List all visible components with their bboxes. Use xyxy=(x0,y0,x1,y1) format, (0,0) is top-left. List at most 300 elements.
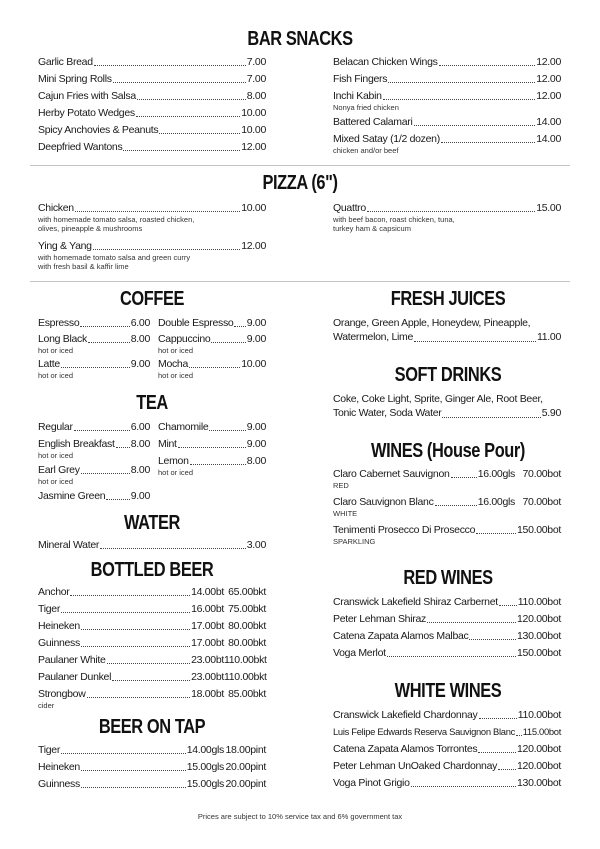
leader-dots xyxy=(427,622,516,623)
item-name: Belacan Chicken Wings xyxy=(333,56,438,68)
menu-item-row xyxy=(38,240,266,253)
menu-item-row xyxy=(38,56,266,69)
item-price-2: 20.00pint xyxy=(225,778,266,790)
menu-item xyxy=(38,73,266,90)
item-price: 8.00 xyxy=(130,464,150,476)
menu-item xyxy=(333,777,561,794)
menu-item-row xyxy=(333,524,561,537)
leader-dots xyxy=(441,142,535,143)
leader-dots xyxy=(411,786,516,787)
menu-item xyxy=(38,637,266,654)
item-price-2: 110.00bkt xyxy=(224,671,267,683)
item-price: 7.00 xyxy=(246,73,266,85)
item-name: Voga Pinot Grigio xyxy=(333,777,410,789)
item-name: Tiger xyxy=(38,603,61,615)
item-name: Jasmine Green xyxy=(38,490,106,502)
item-name: Chamomile xyxy=(158,421,209,433)
leader-dots xyxy=(87,697,191,698)
item-name: Claro Cabernet Sauvignon xyxy=(333,468,450,480)
item-price: 10.00 xyxy=(241,202,266,214)
leader-dots xyxy=(211,342,245,343)
item-name: Heineken xyxy=(38,761,80,773)
menu-item xyxy=(333,90,561,116)
leader-dots xyxy=(74,430,130,431)
leader-dots xyxy=(70,595,190,596)
item-note: hot or iced xyxy=(38,346,74,355)
tax-footer: Prices are subject to 10% service tax and 6% government tax xyxy=(197,812,403,821)
menu-item xyxy=(38,586,266,603)
item-name: Catena Zapata Alamos Malbac xyxy=(333,630,469,642)
item-name: Guinness xyxy=(38,637,80,649)
menu-item-row xyxy=(333,630,561,643)
leader-dots xyxy=(123,150,240,151)
menu-item xyxy=(38,464,150,490)
item-note: turkey ham & capsicum xyxy=(333,224,411,233)
tea-left xyxy=(38,421,150,507)
item-price: 8.00 xyxy=(246,90,266,102)
item-price: 150.00bot xyxy=(516,524,561,536)
leader-dots xyxy=(234,326,245,327)
menu-item xyxy=(333,709,561,726)
divider xyxy=(30,281,570,282)
tea-right xyxy=(158,421,266,481)
menu-item-row xyxy=(158,317,266,330)
menu-item xyxy=(38,688,266,714)
leader-dots xyxy=(137,99,246,100)
divider xyxy=(30,165,570,166)
menu-item-row xyxy=(333,726,561,739)
menu-item xyxy=(38,333,150,358)
menu-item xyxy=(333,133,561,159)
item-name: Espresso xyxy=(38,317,80,329)
menu-item xyxy=(333,524,561,552)
leader-dots xyxy=(112,680,190,681)
item-price: 12.00 xyxy=(536,90,561,102)
item-price: 12.00 xyxy=(536,73,561,85)
menu-item-row xyxy=(158,438,266,451)
menu-item-row xyxy=(38,603,266,616)
item-price: 15.00 xyxy=(536,202,561,214)
item-price: 8.00 xyxy=(130,438,150,450)
item-price: 23.00bt xyxy=(191,671,224,683)
item-price: 8.00 xyxy=(130,333,150,345)
soft-drinks-price: 5.90 xyxy=(541,407,561,419)
item-name: Paulaner White xyxy=(38,654,106,666)
menu-item xyxy=(38,671,266,688)
menu-item xyxy=(158,358,266,383)
leader-dots xyxy=(478,752,516,753)
leader-dots xyxy=(81,770,186,771)
item-name: Deepfried Wantons xyxy=(38,141,123,153)
red-wines-list xyxy=(333,596,561,664)
menu-item-row xyxy=(38,317,150,330)
item-price: 10.00 xyxy=(241,107,266,119)
item-price: 130.00bot xyxy=(516,777,561,789)
bar-snacks-title: BAR SNACKS xyxy=(247,28,353,50)
leader-dots xyxy=(498,769,516,770)
menu-item-row xyxy=(38,654,266,667)
menu-item xyxy=(38,317,150,333)
item-name: Cranswick Lakefield Shiraz Carbernet xyxy=(333,596,498,608)
leader-dots xyxy=(81,629,190,630)
menu-item xyxy=(333,726,561,743)
menu-item-row xyxy=(38,421,150,434)
leader-dots xyxy=(451,477,477,478)
menu-item xyxy=(38,141,266,158)
leader-dots xyxy=(88,342,130,343)
item-price: 9.00 xyxy=(246,333,266,345)
item-name: Peter Lehman UnOaked Chardonnay xyxy=(333,760,498,772)
item-note: hot or iced xyxy=(158,371,194,380)
item-name: Cappuccino xyxy=(158,333,211,345)
item-price: 14.00bt xyxy=(191,586,224,598)
item-price-2: 20.00pint xyxy=(225,761,266,773)
menu-item-row xyxy=(333,777,561,790)
coffee-left xyxy=(38,317,150,383)
item-name: Heineken xyxy=(38,620,80,632)
menu-item-row xyxy=(333,496,561,509)
item-name: Luis Felipe Edwards Reserva Sauvignon Blanc xyxy=(333,727,515,737)
menu-item-row xyxy=(333,596,561,609)
menu-item-row xyxy=(38,761,266,774)
item-name: Chicken xyxy=(38,202,74,214)
menu-item-row xyxy=(38,490,150,503)
leader-dots xyxy=(388,82,535,83)
item-name: Cranswick Lakefield Chardonnay xyxy=(333,709,478,721)
item-price-2: 18.00pint xyxy=(225,744,266,756)
soft-drinks-title: SOFT DRINKS xyxy=(394,364,502,386)
item-note: hot or iced xyxy=(38,451,74,460)
menu-item-row xyxy=(333,116,561,129)
leader-dots xyxy=(113,82,246,83)
item-note: olives, pineapple & mushrooms xyxy=(38,224,143,233)
menu-item-row xyxy=(38,688,266,701)
leader-dots xyxy=(81,646,190,647)
item-name: Mocha xyxy=(158,358,189,370)
menu-item-row xyxy=(38,539,266,552)
leader-dots xyxy=(93,249,241,250)
item-price: 15.00gls xyxy=(186,778,224,790)
item-price: 9.00 xyxy=(130,358,150,370)
fresh-juices-price: 11.00 xyxy=(537,331,561,343)
item-price: 9.00 xyxy=(246,317,266,329)
bar-snacks-right xyxy=(333,56,561,159)
item-price: 110.00bot xyxy=(517,709,561,721)
leader-dots xyxy=(189,367,240,368)
wines-house-list xyxy=(333,468,561,552)
item-note: hot or iced xyxy=(38,477,74,486)
item-name: Anchor xyxy=(38,586,70,598)
white-wines-title: WHITE WINES xyxy=(394,680,502,702)
bar-snacks-left xyxy=(38,56,266,158)
menu-item-row xyxy=(158,421,266,434)
fresh-juices-title: FRESH JUICES xyxy=(390,288,506,310)
water-list xyxy=(38,539,266,556)
item-name: Strongbow xyxy=(38,688,86,700)
item-price-2: 70.00bot xyxy=(522,496,561,508)
pizza-title: PIZZA (6") xyxy=(262,172,338,194)
item-name: Paulaner Dunkel xyxy=(38,671,112,683)
item-name: Double Espresso xyxy=(158,317,234,329)
item-price: 9.00 xyxy=(246,438,266,450)
menu-item-row xyxy=(333,56,561,69)
item-price: 12.00 xyxy=(536,56,561,68)
beer-on-tap-title: BEER ON TAP xyxy=(98,716,206,738)
menu-item-row xyxy=(38,778,266,791)
leader-dots xyxy=(516,735,522,736)
menu-item xyxy=(333,647,561,664)
leader-dots xyxy=(94,65,246,66)
item-name: Claro Sauvignon Blanc xyxy=(333,496,434,508)
item-note: with homemade tomato salsa and green curry xyxy=(38,253,191,262)
leader-dots xyxy=(81,473,130,474)
item-price: 110.00bot xyxy=(517,596,561,608)
menu-item xyxy=(38,654,266,671)
soft-drinks-line2: Tonic Water, Soda Water xyxy=(333,407,442,419)
item-price: 120.00bot xyxy=(516,613,561,625)
item-price-2: 80.00bkt xyxy=(228,620,266,632)
menu-item-row xyxy=(333,613,561,626)
menu-item xyxy=(158,333,266,358)
menu-item xyxy=(38,240,266,278)
leader-dots xyxy=(190,464,246,465)
leader-dots xyxy=(367,211,535,212)
menu-item-row xyxy=(38,637,266,650)
menu-item-row xyxy=(38,671,266,684)
leader-dots xyxy=(469,639,516,640)
menu-item xyxy=(38,778,266,795)
menu-item-row xyxy=(333,760,561,773)
item-price: 16.00bt xyxy=(191,603,224,615)
menu-item xyxy=(333,613,561,630)
item-price-2: 70.00bot xyxy=(522,468,561,480)
menu-item-row xyxy=(38,141,266,154)
menu-item xyxy=(158,421,266,438)
item-note: with fresh basil & kaffir lime xyxy=(38,262,129,271)
leader-dots xyxy=(209,430,245,431)
item-name: Mint xyxy=(158,438,177,450)
menu-item-row xyxy=(38,73,266,86)
menu-item xyxy=(158,438,266,455)
coffee-title: COFFEE xyxy=(119,288,185,310)
pizza-right xyxy=(333,202,561,240)
menu-item-row xyxy=(333,90,561,103)
bottled-beer-list xyxy=(38,586,266,714)
menu-item-row xyxy=(333,73,561,86)
item-name: Peter Lehman Shiraz xyxy=(333,613,426,625)
item-price: 14.00gls xyxy=(186,744,224,756)
leader-dots xyxy=(476,533,516,534)
leader-dots xyxy=(61,753,186,754)
item-name: Battered Calamari xyxy=(333,116,413,128)
item-price: 120.00bot xyxy=(516,743,561,755)
beer-on-tap-list xyxy=(38,744,266,795)
item-price: 16.00gls xyxy=(477,496,515,508)
item-price: 6.00 xyxy=(130,421,150,433)
item-name: Lemon xyxy=(158,455,189,467)
pizza-left xyxy=(38,202,266,278)
item-price-2: 65.00bkt xyxy=(228,586,266,598)
menu-item xyxy=(38,90,266,107)
item-price: 14.00 xyxy=(536,133,561,145)
menu-item-row xyxy=(38,620,266,633)
menu-item-row xyxy=(38,107,266,120)
item-note: hot or iced xyxy=(158,468,194,477)
menu-item-row xyxy=(38,586,266,599)
menu-item xyxy=(38,490,150,507)
menu-item-row xyxy=(158,455,266,468)
menu-item xyxy=(38,107,266,124)
menu-item xyxy=(38,539,266,556)
leader-dots xyxy=(81,787,186,788)
leader-dots xyxy=(75,211,240,212)
item-price: 14.00 xyxy=(536,116,561,128)
leader-dots xyxy=(499,605,517,606)
item-price: 7.00 xyxy=(246,56,266,68)
item-note: hot or iced xyxy=(38,371,74,380)
menu-item-row xyxy=(38,333,150,346)
menu-item-row xyxy=(38,464,150,477)
menu-item-row xyxy=(333,133,561,146)
red-wines-title: RED WINES xyxy=(403,567,493,589)
leader-dots xyxy=(414,125,536,126)
menu-item xyxy=(158,317,266,333)
item-name: Guinness xyxy=(38,778,80,790)
menu-item xyxy=(333,596,561,613)
item-price: 17.00bt xyxy=(191,620,224,632)
item-note: chicken and/or beef xyxy=(333,146,399,155)
leader-dots xyxy=(387,656,516,657)
wines-house-title: WINES (House Pour) xyxy=(371,440,525,462)
item-price: 23.00bt xyxy=(191,654,224,666)
menu-item xyxy=(333,496,561,524)
leader-dots xyxy=(159,133,240,134)
coffee-right xyxy=(158,317,266,383)
menu-item xyxy=(333,202,561,240)
item-name: Mineral Water xyxy=(38,539,100,551)
water-title: WATER xyxy=(124,512,180,534)
menu-item xyxy=(38,202,266,240)
item-name: Tenimenti Prosecco Di Prosecco xyxy=(333,524,476,536)
menu-item xyxy=(333,56,561,73)
menu-item-row xyxy=(333,468,561,481)
menu-item xyxy=(333,760,561,777)
menu-item xyxy=(333,73,561,90)
menu-item-row xyxy=(333,709,561,722)
item-name: Quattro xyxy=(333,202,366,214)
item-note: with beef bacon, roast chicken, tuna, xyxy=(333,215,455,224)
item-price: 17.00bt xyxy=(191,637,224,649)
leader-dots xyxy=(61,612,190,613)
leader-dots xyxy=(442,417,540,418)
leader-dots xyxy=(178,447,246,448)
item-price: 6.00 xyxy=(130,317,150,329)
item-name: Voga Merlot xyxy=(333,647,386,659)
leader-dots xyxy=(106,499,129,500)
item-name: Herby Potato Wedges xyxy=(38,107,135,119)
menu-item xyxy=(38,761,266,778)
item-note: WHITE xyxy=(333,509,358,518)
item-price: 9.00 xyxy=(130,490,150,502)
item-note: Nonya fried chicken xyxy=(333,103,399,112)
white-wines-list xyxy=(333,709,561,794)
menu-item-row xyxy=(158,333,266,346)
bottled-beer-title: BOTTLED BEER xyxy=(90,559,214,581)
leader-dots xyxy=(80,326,129,327)
menu-item xyxy=(333,743,561,760)
item-price: 12.00 xyxy=(241,240,266,252)
soft-drinks-line1: Coke, Coke Light, Sprite, Ginger Ale, Root Beer, xyxy=(333,393,543,405)
item-price: 130.00bot xyxy=(516,630,561,642)
tea-title: TEA xyxy=(136,392,168,414)
leader-dots xyxy=(479,718,517,719)
menu-item-row xyxy=(38,124,266,137)
leader-dots xyxy=(116,447,130,448)
item-price: 9.00 xyxy=(246,421,266,433)
item-name: Spicy Anchovies & Peanuts xyxy=(38,124,159,136)
menu-item-row xyxy=(38,202,266,215)
menu-item xyxy=(38,603,266,620)
leader-dots xyxy=(439,65,536,66)
item-price-2: 80.00bkt xyxy=(228,637,266,649)
item-name: Mini Spring Rolls xyxy=(38,73,112,85)
item-price: 150.00bot xyxy=(516,647,561,659)
menu-item xyxy=(38,421,150,438)
item-price: 120.00bot xyxy=(516,760,561,772)
item-name: Garlic Bread xyxy=(38,56,93,68)
item-name: Catena Zapata Alamos Torrontes xyxy=(333,743,478,755)
item-name: Earl Grey xyxy=(38,464,80,476)
item-note: with homemade tomato salsa, roasted chicken, xyxy=(38,215,195,224)
item-name: English Breakfast xyxy=(38,438,115,450)
menu-item xyxy=(38,744,266,761)
fresh-juices-line2: Watermelon, Lime xyxy=(333,331,414,343)
menu-item-row xyxy=(333,202,561,215)
menu-item xyxy=(38,620,266,637)
item-price-2: 75.00bkt xyxy=(228,603,266,615)
fresh-juices-block xyxy=(333,317,561,345)
item-price: 16.00gls xyxy=(477,468,515,480)
menu-item-row xyxy=(38,358,150,371)
item-price: 3.00 xyxy=(246,539,266,551)
menu-item xyxy=(333,630,561,647)
item-price: 12.00 xyxy=(241,141,266,153)
leader-dots xyxy=(100,548,246,549)
menu-item-row xyxy=(38,90,266,103)
item-price: 10.00 xyxy=(241,124,266,136)
item-name: Inchi Kabin xyxy=(333,90,382,102)
item-name: Ying & Yang xyxy=(38,240,92,252)
leader-dots xyxy=(383,99,536,100)
item-note: cider xyxy=(38,701,55,710)
menu-item-row xyxy=(333,743,561,756)
menu-item xyxy=(38,438,150,464)
item-price: 115.00bot xyxy=(522,727,561,737)
menu-item xyxy=(38,358,150,383)
leader-dots xyxy=(61,367,130,368)
menu-item xyxy=(38,124,266,141)
menu-item xyxy=(38,56,266,73)
leader-dots xyxy=(107,663,190,664)
item-note: SPARKLING xyxy=(333,537,376,546)
soft-drinks-block xyxy=(333,393,561,421)
leader-dots xyxy=(414,341,536,342)
item-note: hot or iced xyxy=(158,346,194,355)
menu-item xyxy=(333,116,561,133)
item-name: Latte xyxy=(38,358,60,370)
item-name: Fish Fingers xyxy=(333,73,388,85)
fresh-juices-line1: Orange, Green Apple, Honeydew, Pineapple, xyxy=(333,317,531,329)
